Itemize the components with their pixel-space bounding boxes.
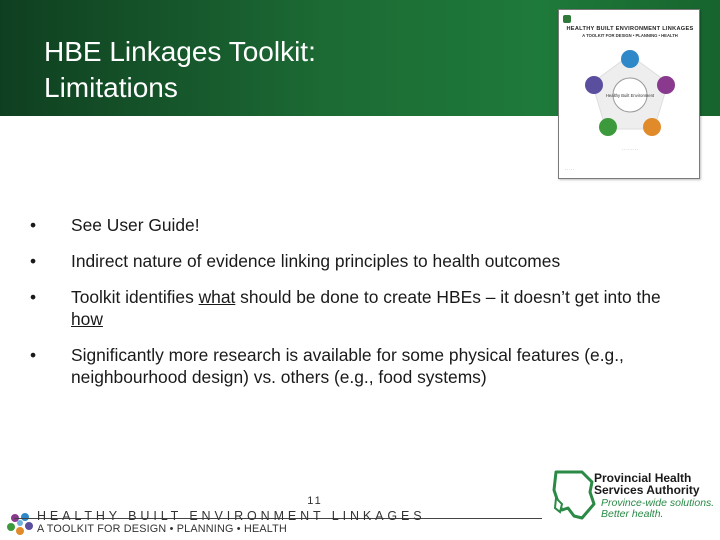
- toolkit-tagline: A TOOLKIT FOR DESIGN • PLANNING • HEALTH: [37, 523, 287, 535]
- phsa-name-line-2: Services Authority: [594, 483, 700, 497]
- cover-subtitle: A TOOLKIT FOR DESIGN • PLANNING • HEALTH: [582, 33, 678, 38]
- phsa-tagline-line-1: Province-wide solutions.: [601, 497, 715, 509]
- cover-logo-icon: [563, 15, 571, 23]
- bullet-text-middle: should be done to create HBEs – it doesn’t get into the: [235, 287, 661, 307]
- bullet-list: [30, 214, 690, 388]
- bullet-text: Indirect nature of evidence linking principles to health outcomes: [71, 251, 561, 271]
- cover-center-label: Healthy Built Environment: [605, 93, 655, 98]
- phsa-tagline-line-2: Better health.: [601, 508, 664, 520]
- slide-title-line-2: Limitations: [44, 72, 178, 103]
- cover-header-strip: [563, 14, 695, 24]
- bullet-item: [30, 344, 690, 388]
- phsa-tagline: [601, 498, 714, 520]
- cover-diagram: [580, 45, 680, 145]
- bullet-item: [30, 214, 690, 236]
- bullet-text: Significantly more research is available for some physical features (e.g., neighbourhood design) vs. others (e.g., food systems): [71, 345, 624, 387]
- cover-bottom-strip: · · · · ·: [565, 168, 575, 172]
- hbe-flower-logo-icon: [6, 509, 34, 537]
- bc-map-icon: [552, 468, 596, 522]
- emphasis-how: how: [71, 309, 103, 329]
- cover-neighbourhood-icon: [621, 50, 639, 68]
- toolkit-name: HEALTHY BUILT ENVIRONMENT LINKAGES: [37, 509, 426, 523]
- cover-food-icon: [643, 118, 661, 136]
- toolkit-cover-thumbnail: [558, 9, 700, 179]
- slide-title-line-1: HBE Linkages Toolkit:: [44, 36, 316, 67]
- cover-footer-text: · · · · · · · ·: [622, 148, 638, 152]
- cover-natural-environment-icon: [599, 118, 617, 136]
- cover-transportation-icon: [585, 76, 603, 94]
- cover-housing-icon: [657, 76, 675, 94]
- emphasis-what: what: [198, 287, 236, 307]
- bullet-text-start: Toolkit identifies: [71, 287, 199, 307]
- bullet-text: See User Guide!: [71, 215, 200, 235]
- phsa-logo: [550, 466, 718, 526]
- phsa-name: [594, 472, 700, 496]
- cover-title: HEALTHY BUILT ENVIRONMENT LINKAGES: [566, 26, 694, 32]
- slide-title: [44, 34, 524, 106]
- bullet-item: [30, 286, 690, 330]
- bullet-item: [30, 250, 690, 272]
- phsa-name-line-1: Provincial Health: [594, 471, 692, 485]
- page-number: 11: [307, 495, 323, 507]
